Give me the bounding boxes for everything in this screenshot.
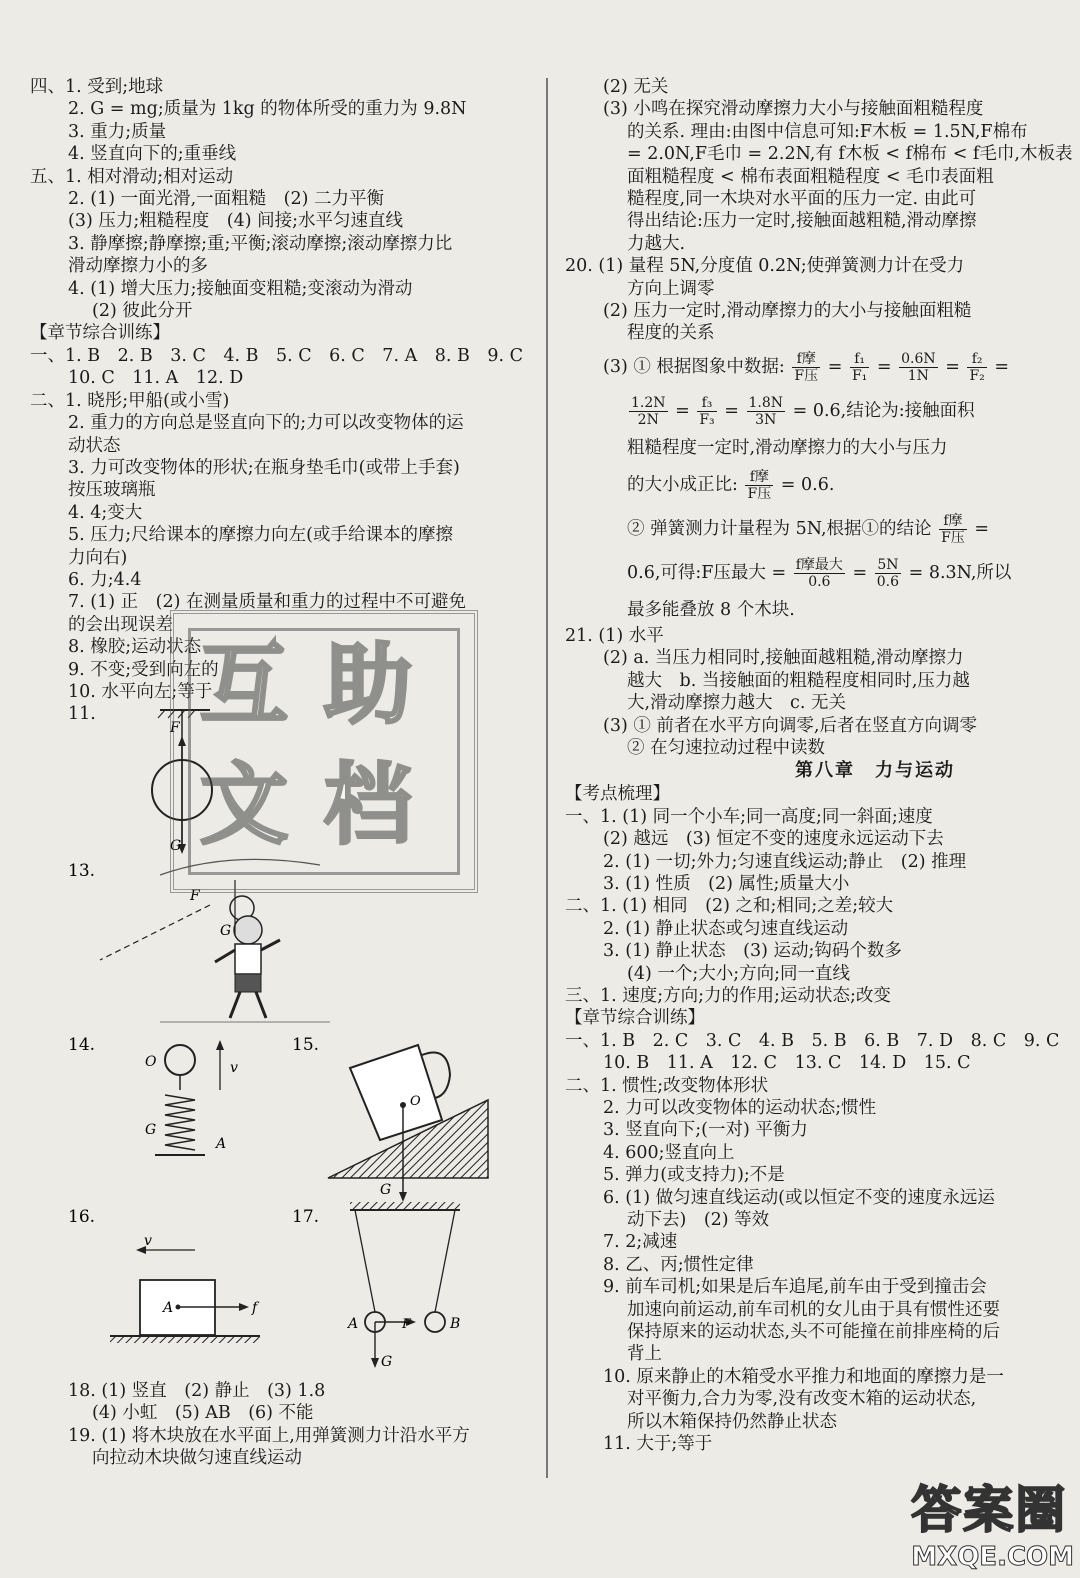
answer-line: (3) 小鸣在探究滑动摩擦力大小与接触面粗糙程度 <box>603 99 984 120</box>
frac-den: 1N <box>907 367 929 384</box>
eq-text: = 8.3N,所以 <box>908 562 1012 583</box>
answer-line: 的会出现误差 <box>68 614 173 635</box>
frac-num: f摩 <box>792 351 820 368</box>
fraction <box>875 557 901 590</box>
left-bottom-column <box>30 1380 535 1470</box>
answer-line: 4. 竖直向下的;重垂线 <box>68 144 237 165</box>
fraction <box>745 469 773 502</box>
answer-line: 【章节综合训练】 <box>30 323 170 344</box>
eq-sign: = <box>852 562 868 583</box>
watermark-title: 答案圈 <box>911 1481 1068 1539</box>
frac-num: 1.8N <box>748 394 784 411</box>
frac-num: 0.6N <box>901 350 936 367</box>
answer-line: (2) 越远 (3) 恒定不变的速度永远运动下去 <box>603 829 944 850</box>
right-mid-answer-lines <box>565 625 1065 759</box>
fraction <box>967 351 986 384</box>
fraction <box>850 351 869 384</box>
answer-line: 10. 水平向左;等于 <box>68 681 213 702</box>
answer-line: (2) 彼此分开 <box>92 301 193 322</box>
answer-line: 3. 竖直向下;(一对) 平衡力 <box>603 1120 808 1141</box>
answer-line: 越大 b. 当接触面的粗糙程度相同时,压力越 <box>627 670 970 691</box>
frac-num: f摩 <box>745 469 773 486</box>
answer-line: 20. (1) 量程 5N,分度值 0.2N;使弹簧测力计在受力 <box>565 256 965 277</box>
eq-sign: = <box>724 400 739 421</box>
right-top-answer-lines <box>565 76 1073 345</box>
answer-line: 2. (1) 一切;外力;匀速直线运动;静止 (2) 推理 <box>603 851 967 872</box>
answer-line: (2) a. 当压力相同时,接触面越粗糙,滑动摩擦力 <box>603 648 964 669</box>
fig16-label-v: v <box>144 1233 152 1249</box>
answer-line: 7. 2;减速 <box>603 1232 678 1253</box>
stamp-seal <box>170 610 478 893</box>
answer-line: 三、1. 速度;方向;力的作用;运动状态;改变 <box>565 985 891 1006</box>
answer-line: 得出结论:压力一定时,接触面越粗糙,滑动摩擦 <box>627 211 977 232</box>
answer-line: 方向上调零 <box>627 278 715 299</box>
fig17-label-a: A <box>348 1316 359 1332</box>
eq-sign: = <box>876 356 892 377</box>
fig14-label-g: G <box>145 1122 157 1138</box>
answer-line: 9. 不变;受到向左的 <box>68 659 219 680</box>
figure-17 <box>292 1202 460 1370</box>
answer-line: 18. (1) 竖直 (2) 静止 (3) 1.8 <box>68 1381 326 1401</box>
answer-line: (2) 无关 <box>603 77 669 97</box>
frac-den: 0.6 <box>876 573 900 590</box>
figure-16 <box>68 1207 260 1343</box>
figure-15 <box>292 1035 488 1202</box>
frac-den: 3N <box>755 411 777 428</box>
equation-line-7: 最多能叠放 8 个木块. <box>627 599 795 620</box>
frac-den: F₃ <box>699 411 715 428</box>
eq-sign: = <box>675 400 690 421</box>
eq-sign: = <box>974 518 990 539</box>
fig15-number: 15. <box>292 1035 320 1055</box>
watermark-logo <box>911 1470 1074 1572</box>
eq-sign: = <box>994 356 1010 377</box>
answer-line: 4. 600;竖直向上 <box>603 1142 735 1163</box>
fraction <box>747 395 786 428</box>
stamp-char-1: 互 <box>200 632 289 736</box>
answer-line: 背上 <box>627 1344 662 1365</box>
answer-line: 2. 力可以改变物体的运动状态;惯性 <box>603 1098 877 1118</box>
answer-line: 4. 4;变大 <box>68 502 143 523</box>
fig11-label-f: F <box>170 720 180 736</box>
answer-line: (3) ① 前者在水平方向调零,后者在竖直方向调零 <box>603 715 977 736</box>
equation-block <box>565 345 1065 625</box>
fraction <box>629 395 668 428</box>
frac-den: F₁ <box>851 367 868 384</box>
chapter-title: 第八章 力与运动 <box>795 760 955 782</box>
eq-text: (3) ① 根据图象中数据: <box>603 356 785 377</box>
fraction <box>939 513 967 546</box>
frac-num: f摩最大 <box>795 556 843 573</box>
answer-line: 所以木箱保持仍然静止状态 <box>627 1411 837 1432</box>
frac-den: 0.6 <box>808 573 831 590</box>
answer-line: 动状态 <box>68 435 121 456</box>
answer-line: 5. 弹力(或支持力);不是 <box>603 1165 785 1186</box>
answer-line: 10. C 11. A 12. D <box>68 368 244 389</box>
eq-sign: = <box>827 356 843 377</box>
fig13-label-f: F <box>190 888 200 904</box>
equation-line-6 <box>565 551 1065 595</box>
fig16-label-a: A <box>163 1300 174 1316</box>
frac-num: f₁ <box>850 351 869 368</box>
answer-line: 6. 力;4.4 <box>68 569 142 590</box>
frac-den: F压 <box>794 367 819 384</box>
watermark-url: MXQE.COM <box>911 1542 1074 1572</box>
answer-line: 3. 重力;质量 <box>68 121 167 142</box>
answer-line: 糙程度,同一木块对水平面的压力一定. 由此可 <box>627 189 977 210</box>
eq-text: = 0.6. <box>780 474 835 495</box>
fig16-label-f: f <box>252 1300 258 1316</box>
answer-line: 6. (1) 做匀速直线运动(或以恒定不变的速度永远运 <box>603 1187 995 1208</box>
answer-line: 力越大. <box>627 233 686 254</box>
answer-line: 按压玻璃瓶 <box>68 480 156 501</box>
answer-line: 8. 乙、丙;惯性定律 <box>603 1254 754 1275</box>
answer-line: 一、1. B 2. C 3. C 4. B 5. B 6. B 7. D 8. C 9. C <box>565 1030 1060 1051</box>
answer-line: ② 在匀速拉动过程中读数 <box>627 737 826 758</box>
fig14-label-o: O <box>145 1054 157 1070</box>
answer-line: 2. G = mg;质量为 1kg 的物体所受的重力为 9.8N <box>68 99 467 120</box>
fig17-number: 17. <box>292 1207 320 1227</box>
right-bottom-answer-lines <box>565 783 1065 1455</box>
answer-line: (3) 压力;粗糙程度 (4) 间接;水平匀速直线 <box>68 211 403 232</box>
equation-line-5 <box>565 507 1065 551</box>
column-divider <box>546 78 548 1478</box>
answer-line: 五、1. 相对滑动;相对运动 <box>30 166 234 187</box>
frac-num: f摩 <box>939 513 967 530</box>
answer-line: 力向右) <box>68 547 128 568</box>
answer-line: 3. (1) 静止状态 (3) 运动;钩码个数多 <box>603 941 902 962</box>
answer-line: 9. 前车司机;如果是后车追尾,前车由于受到撞击会 <box>603 1277 987 1298</box>
fig15-label-o: O <box>410 1094 421 1109</box>
answer-line: 动下去) (2) 等效 <box>627 1210 770 1231</box>
answer-line: 保持原来的运动状态,头不可能撞在前排座椅的后 <box>627 1322 1001 1343</box>
fraction <box>697 395 716 428</box>
frac-num: f₃ <box>697 395 716 412</box>
answer-line: 程度的关系 <box>627 323 715 344</box>
fig17-label-b: B <box>450 1316 461 1332</box>
frac-num: 1.2N <box>631 394 666 411</box>
fig11-label-g: G <box>170 838 182 854</box>
frac-den: F₂ <box>969 367 985 384</box>
fig13-number: 13. <box>68 861 96 881</box>
answer-line: 面粗糙程度 < 棉布表面粗糙程度 < 毛巾表面粗 <box>627 166 994 187</box>
answer-line: (2) 压力一定时,滑动摩擦力的大小与接触面粗糙 <box>603 301 972 322</box>
answer-line: 的关系. 理由:由图中信息可知:F木板 = 1.5N,F棉布 <box>627 121 1028 142</box>
answer-line: 11. 大于;等于 <box>603 1434 713 1455</box>
answer-line: (4) 小虹 (5) AB (6) 不能 <box>92 1403 314 1424</box>
frac-den: F压 <box>941 529 965 546</box>
fraction <box>899 351 938 384</box>
fraction <box>792 351 820 384</box>
answer-line: 【章节综合训练】 <box>565 1008 705 1029</box>
fig14-label-v: v <box>230 1060 238 1076</box>
fig15-label-g: G <box>380 1182 392 1198</box>
fig13-label-g: G <box>220 923 232 939</box>
answer-line: 对平衡力,合力为零,没有改变木箱的运动状态, <box>627 1389 977 1410</box>
stamp-char-2: 助 <box>324 632 413 736</box>
answer-line: 10. 原来静止的木箱受水平推力和地面的摩擦力是一 <box>603 1366 1004 1387</box>
answer-line: 一、1. B 2. B 3. C 4. B 5. C 6. C 7. A 8. B 9. C <box>30 345 523 366</box>
frac-num: 5N <box>875 557 901 574</box>
equation-line-3: 粗糙程度一定时,滑动摩擦力的大小与压力 <box>627 437 948 458</box>
eq-text: 0.6,可得:F压最大 = <box>627 562 787 583</box>
answer-line: 11. <box>68 704 96 725</box>
answer-line: 3. 静摩擦;静摩擦;重;平衡;滚动摩擦;滚动摩擦力比 <box>68 233 453 254</box>
fig17-label-f: F <box>402 1317 412 1332</box>
answer-line: 7. (1) 正 (2) 在测量质量和重力的过程中不可避免 <box>68 592 466 613</box>
equation-line-4 <box>565 463 1065 507</box>
frac-num: f₂ <box>967 351 986 368</box>
answer-line: 二、1. (1) 相同 (2) 之和;相同;之差;较大 <box>565 896 894 917</box>
answer-line: 21. (1) 水平 <box>565 625 664 646</box>
eq-text: = 0.6,结论为:接触面积 <box>792 400 975 421</box>
answer-line: 8. 橡胶;运动状态 <box>68 637 202 658</box>
answer-line: 加速向前运动,前车司机的女儿由于具有惯性还要 <box>627 1299 1001 1320</box>
answer-line: 2. 重力的方向总是竖直向下的;力可以改变物体的运 <box>68 413 464 434</box>
answer-line: 2. (1) 一面光滑,一面粗糙 (2) 二力平衡 <box>68 189 385 210</box>
answer-line: 3. 力可改变物体的形状;在瓶身垫毛巾(或带上手套) <box>68 457 460 478</box>
answer-line: 4. (1) 增大压力;接触面变粗糙;变滚动为滑动 <box>68 278 413 299</box>
right-column <box>565 76 1073 1456</box>
answer-line: = 2.0N,F毛巾 = 2.2N,有 f木板 < f棉布 < f毛巾,木板表 <box>627 144 1073 165</box>
answer-line: 滑动摩擦力小的多 <box>68 256 208 277</box>
frac-den: 2N <box>637 411 659 428</box>
answer-line: 向拉动木块做匀速直线运动 <box>92 1448 302 1469</box>
answer-line: 5. 压力;尺给课本的摩擦力向左(或手给课本的摩擦 <box>68 525 453 546</box>
eq-sign: = <box>945 356 960 377</box>
answer-line: 四、1. 受到;地球 <box>30 77 164 97</box>
fraction <box>794 557 845 590</box>
equation-line-1 <box>565 345 1065 389</box>
answer-line: (4) 一个;大小;方向;同一直线 <box>627 963 851 984</box>
answer-line: 19. (1) 将木块放在水平面上,用弹簧测力计沿水平方 <box>68 1425 470 1446</box>
fig16-number: 16. <box>68 1207 96 1227</box>
answer-line: 【考点梳理】 <box>565 784 670 805</box>
left-bottom-answer-lines <box>30 1380 535 1470</box>
equation-line-2 <box>565 389 1065 433</box>
fig14-number: 14. <box>68 1035 96 1055</box>
answer-line: 10. B 11. A 12. C 13. C 14. D 15. C <box>603 1053 971 1074</box>
fig14-label-a: A <box>216 1136 227 1152</box>
answer-line: 2. (1) 静止状态或匀速直线运动 <box>603 918 849 939</box>
answer-line: 一、1. (1) 同一个小车;同一高度;同一斜面;速度 <box>565 806 933 827</box>
answer-line: 3. (1) 性质 (2) 属性;质量大小 <box>603 873 850 894</box>
answer-line: 二、1. 晓彤;甲船(或小雪) <box>30 390 230 411</box>
eq-text: 的大小成正比: <box>627 474 738 495</box>
stamp-char-3: 文 <box>200 752 289 856</box>
frac-den: F压 <box>747 485 772 502</box>
eq-text: ② 弹簧测力计量程为 5N,根据①的结论 <box>627 518 932 539</box>
fig17-label-g: G <box>381 1354 393 1370</box>
answer-line: 二、1. 惯性;改变物体形状 <box>565 1075 769 1096</box>
answer-line: 大,滑动摩擦力越大 c. 无关 <box>627 693 846 714</box>
stamp-char-4: 档 <box>324 752 413 856</box>
figure-14 <box>68 1035 238 1155</box>
